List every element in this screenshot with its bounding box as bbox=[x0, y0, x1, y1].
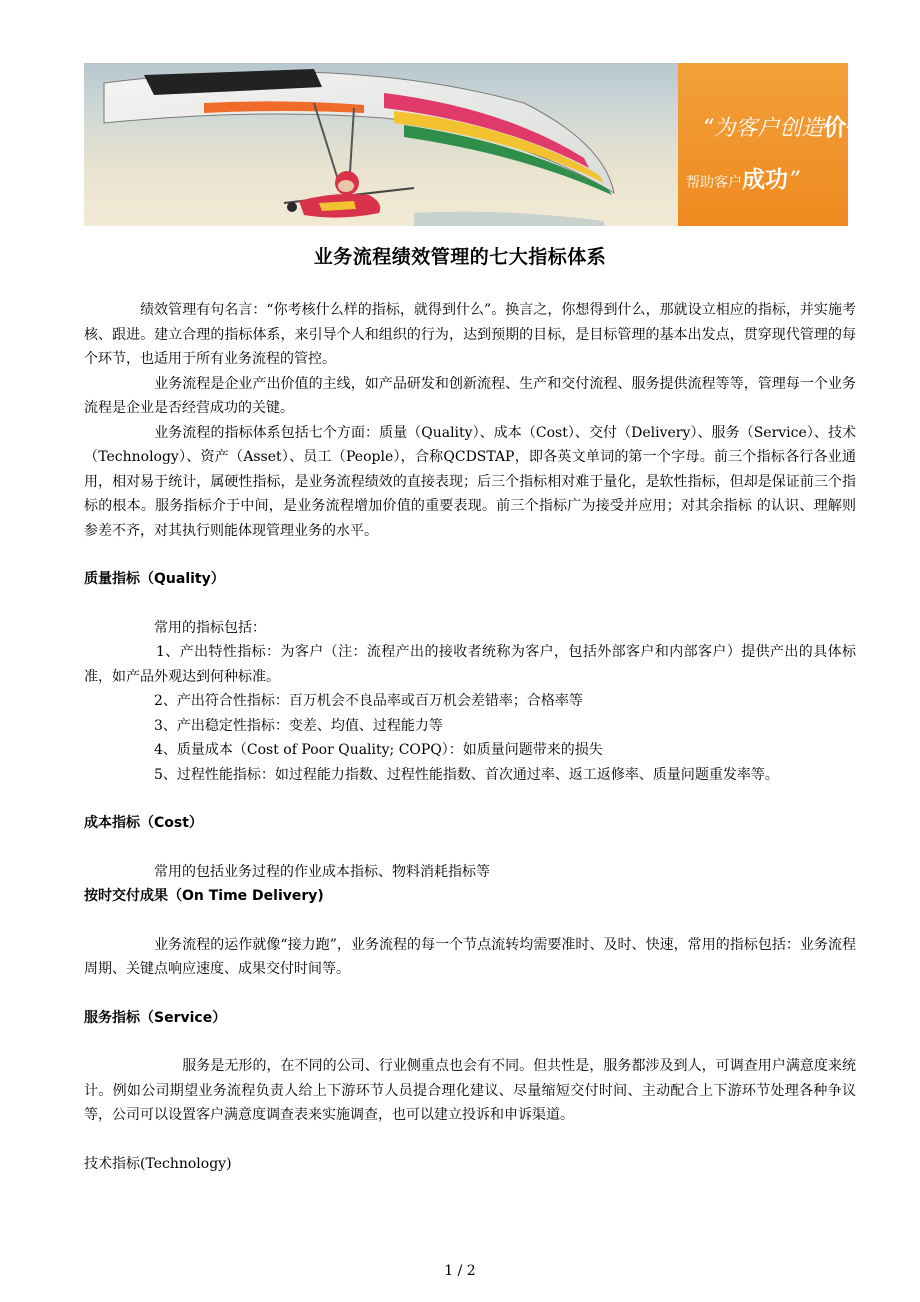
document-body bbox=[84, 298, 856, 1176]
cost-text: 常用的包括业务过程的作业成本指标、物料消耗指标等 bbox=[84, 863, 490, 880]
header-banner bbox=[84, 63, 884, 226]
quality-lead: 常用的指标包括： bbox=[84, 619, 266, 636]
slogan-line-2 bbox=[686, 161, 799, 194]
slogan-line-1-prefix: “为客户创造 bbox=[702, 116, 824, 141]
delivery-text: 业务流程的运作就像“接力跑”，业务流程的每一个节点流转均需要准时、及时、快速，常用的指标包括：业务流程周期、关键点响应速度、成果交付时间等。 bbox=[84, 936, 856, 977]
page-number: 1 / 2 bbox=[444, 1263, 476, 1279]
document-title: 业务流程绩效管理的七大指标体系 bbox=[313, 246, 607, 268]
intro-paragraph-1: 绩效管理有句名言：“你考核什么样的指标，就得到什么”。换言之，你想得到什么，那就设立相应的指标，并实施考核、跟进。建立合理的指标体系，来引导个人和组织的行为，达到预期的目标，是目标管理的基本出发点，贯穿现代管理的每个环节，也适用于所有业务流程的管控。 bbox=[84, 302, 856, 367]
quality-item: 5、过程性能指标：如过程能力指数、过程性能指数、首次通过率、返工返修率、质量问题重发率等。 bbox=[84, 766, 779, 783]
quality-heading: 质量指标（Quality） bbox=[84, 571, 225, 587]
slogan-line-1 bbox=[702, 109, 883, 142]
intro-paragraph-2: 业务流程是企业产出价值的主线，如产品研发和创新流程、生产和交付流程、服务提供流程等等，管理每一个业务流程是企业是否经营成功的关键。 bbox=[84, 375, 856, 416]
delivery-heading: 按时交付成果（On Time Delivery) bbox=[84, 888, 324, 904]
quality-item: 3、产出稳定性指标：变差、均值、过程能力等 bbox=[84, 717, 443, 734]
hang-glider-photo bbox=[84, 63, 678, 226]
quality-item: 1、产出特性指标：为客户（注：流程产出的接收者统称为客户，包括外部客户和内部客户）提供产出的具体标准，如产品外观达到何种标准。 bbox=[84, 644, 856, 685]
slogan-line-2-prefix: 帮助客户 bbox=[686, 175, 742, 191]
slogan-line-1-emphasis: 价值 bbox=[823, 115, 870, 141]
intro-paragraph-3: 业务流程的指标体系包括七个方面：质量（Quality）、成本（Cost）、交付（Delivery）、服务（Service）、技术 （Technology）、资产（Asset）、员工（People），合称QCDSTAP，即各英文单词的第一个字母。前三个指标各行各业通用，相对易于统计，属硬性指标，是业务流程绩效的直接表现；后三个指标相对难于量化，是软性指标，但却是保证前三个指标的根本。服务指标介于中间，是业务流程增加价值的重要表现。前三个指标广为接受并应用；对其余指标 的认识、理解则参差不齐，对其执行则能体现管理业务的水平。 bbox=[84, 424, 856, 539]
slogan-panel bbox=[678, 63, 884, 226]
service-text: 服务是无形的，在不同的公司、行业侧重点也会有不同。但共性是，服务都涉及到人，可调查用户满意度来统计。例如公司期望业务流程负责人给上下游环节人员提合理化建议、尽量缩短交付时间、主动配合上下游环节处理各种争议等，公司可以设置客户满意度调查表来实施调查，也可以建立投诉和申诉渠道。 bbox=[84, 1058, 856, 1123]
slogan-line-1-suffix: ， bbox=[869, 123, 884, 139]
quality-item: 4、质量成本（Cost of Poor Quality; COPQ）：如质量问题带来的损失 bbox=[84, 742, 603, 758]
slogan-line-2-emphasis: 成功 bbox=[742, 167, 788, 193]
technology-heading: 技术指标(Technology) bbox=[84, 1155, 232, 1172]
service-heading: 服务指标（Service） bbox=[84, 1009, 227, 1026]
slogan-line-2-suffix: ” bbox=[788, 168, 800, 193]
quality-item: 2、产出符合性指标：百万机会不良品率或百万机会差错率；合格率等 bbox=[84, 693, 583, 709]
cost-heading: 成本指标（Cost） bbox=[84, 815, 203, 831]
